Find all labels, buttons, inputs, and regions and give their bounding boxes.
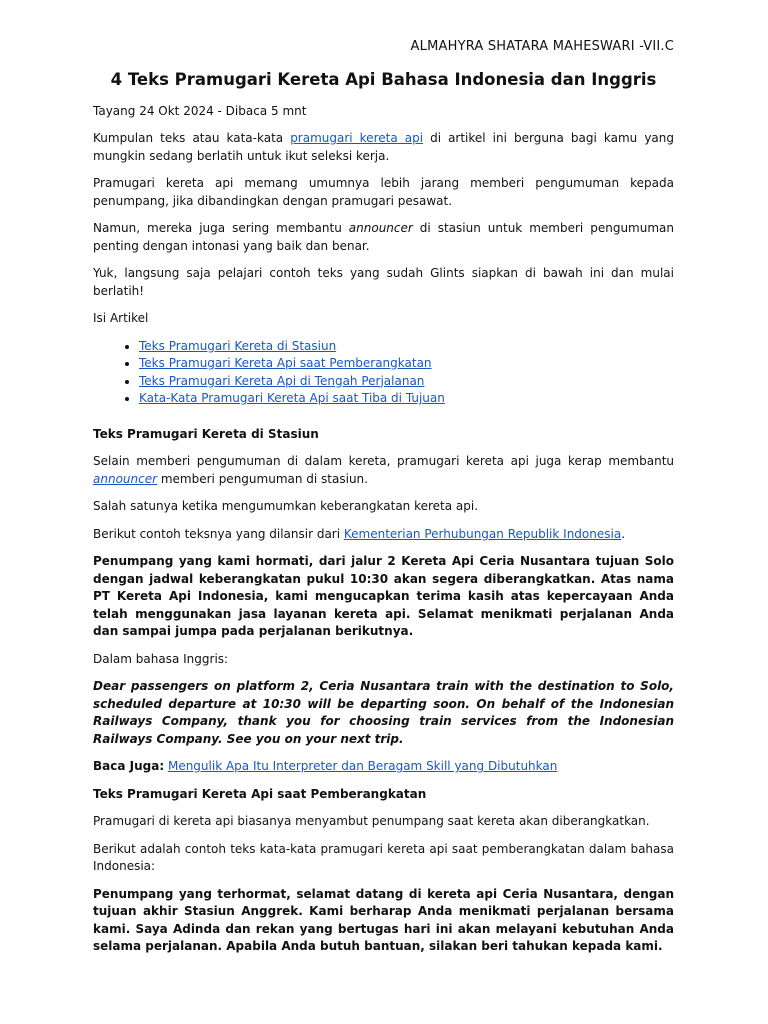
- toc-link-pemberangkatan[interactable]: Teks Pramugari Kereta Api saat Pemberangkatan: [139, 356, 432, 370]
- author-header: ALMAHYRA SHATARA MAHESWARI -VII.C: [410, 39, 674, 54]
- section-heading-pemberangkatan: Teks Pramugari Kereta Api saat Pemberangkatan: [93, 786, 427, 801]
- see-also-label: Baca Juga:: [93, 759, 165, 773]
- intro-text: di stasiun untuk memberi pengumuman penting dengan intonasi yang baik dan benar.: [93, 221, 674, 253]
- section2-paragraph-2: Berikut adalah contoh teks kata-kata pramugari kereta api saat pemberangkatan dalam bahasa Indonesia:: [93, 841, 674, 873]
- announcement-english: Dear passengers on platform 2, Ceria Nusantara train with the destination to Solo, scheduled departure at 10:30 will be departing soon. On behalf of the Indonesian Railways Company, thank you for choosing train services from the Indonesian Railways Company. See you on your next trip.: [93, 679, 674, 746]
- announcer-italic: announcer: [348, 221, 413, 235]
- section-heading-stasiun: Teks Pramugari Kereta di Stasiun: [93, 426, 319, 441]
- toc-link-tiba-tujuan[interactable]: Kata-Kata Pramugari Kereta Api saat Tiba di Tujuan: [139, 391, 445, 405]
- intro-paragraph-1: [93, 130, 674, 165]
- toc-link-stasiun[interactable]: Teks Pramugari Kereta di Stasiun: [139, 338, 337, 353]
- article-meta: Tayang 24 Okt 2024 - Dibaca 5 mnt: [93, 103, 307, 118]
- toc-link-tengah-perjalanan[interactable]: Teks Pramugari Kereta Api di Tengah Perjalanan: [139, 373, 425, 388]
- section1-paragraph-1: [93, 453, 674, 488]
- section-text: Selain memberi pengumuman di dalam kereta, pramugari kereta api juga kerap membantu: [93, 454, 674, 468]
- document-page: [93, 38, 674, 966]
- see-also-link[interactable]: Mengulik Apa Itu Interpreter dan Beragam Skill yang Dibutuhkan: [167, 759, 558, 773]
- toc-label: Isi Artikel: [93, 311, 149, 325]
- see-also: [93, 758, 674, 776]
- announcement-indonesian: Penumpang yang kami hormati, dari jalur 2 Kereta Api Ceria Nusantara tujuan Solo dengan jadwal keberangkatan pukul 10:30 akan segera diberangkatkan. Atas nama PT Kereta Api Indonesia, kami mengucapkan terima kasih atas kepercayaan Anda telah menggunakan jasa layanan kereta api. Selamat menikmati perjalanan Anda dan sampai jumpa pada perjalanan berikutnya.: [93, 554, 674, 638]
- intro-text: Kumpulan teks atau kata-kata: [93, 131, 291, 145]
- section1-paragraph-2: Salah satunya ketika mengumumkan keberangkatan kereta api.: [93, 499, 479, 513]
- intro-text: Namun, mereka juga sering membantu: [93, 221, 349, 235]
- announcer-link[interactable]: announcer: [93, 471, 158, 486]
- pramugari-link[interactable]: pramugari kereta api: [290, 131, 424, 145]
- intro-paragraph-3: [93, 220, 674, 255]
- intro-text: di artikel ini berguna bagi kamu yang mungkin sedang berlatih untuk ikut seleksi kerja.: [93, 131, 674, 163]
- announcement-pemberangkatan: Penumpang yang terhormat, selamat datang di kereta api Ceria Nusantara, dengan tujuan akhir Stasiun Anggrek. Kami berharap Anda menikmati perjalanan bersama kami. Saya Adinda dan rekan yang bertugas hari ini akan melayani kebutuhan Anda selama perjalanan. Apabila Anda butuh bantuan, silakan beri tahukan kepada kami.: [93, 886, 674, 953]
- toc-item: [139, 390, 674, 408]
- toc-item: [139, 373, 674, 391]
- section-text: memberi pengumuman di stasiun.: [157, 471, 368, 486]
- intro-paragraph-2: Pramugari kereta api memang umumnya lebih jarang memberi pengumuman kepada penumpang, jika dibandingkan dengan pramugari pesawat.: [93, 176, 674, 208]
- kemenhub-link[interactable]: Kementerian Perhubungan Republik Indonesia: [343, 526, 622, 541]
- table-of-contents: [93, 338, 674, 408]
- toc-item: [139, 355, 674, 373]
- section-text: Berikut contoh teksnya yang dilansir dari: [93, 526, 344, 541]
- english-label: Dalam bahasa Inggris:: [93, 651, 229, 666]
- toc-item: [139, 338, 674, 356]
- section2-paragraph-1: Pramugari di kereta api biasanya menyambut penumpang saat kereta akan diberangkatkan.: [93, 814, 650, 828]
- article-title: 4 Teks Pramugari Kereta Api Bahasa Indonesia dan Inggris: [110, 69, 657, 89]
- intro-paragraph-4: Yuk, langsung saja pelajari contoh teks yang sudah Glints siapkan di bawah ini dan mulai berlatih!: [93, 266, 674, 298]
- section1-paragraph-3: [93, 526, 674, 544]
- section-text: .: [621, 526, 626, 541]
